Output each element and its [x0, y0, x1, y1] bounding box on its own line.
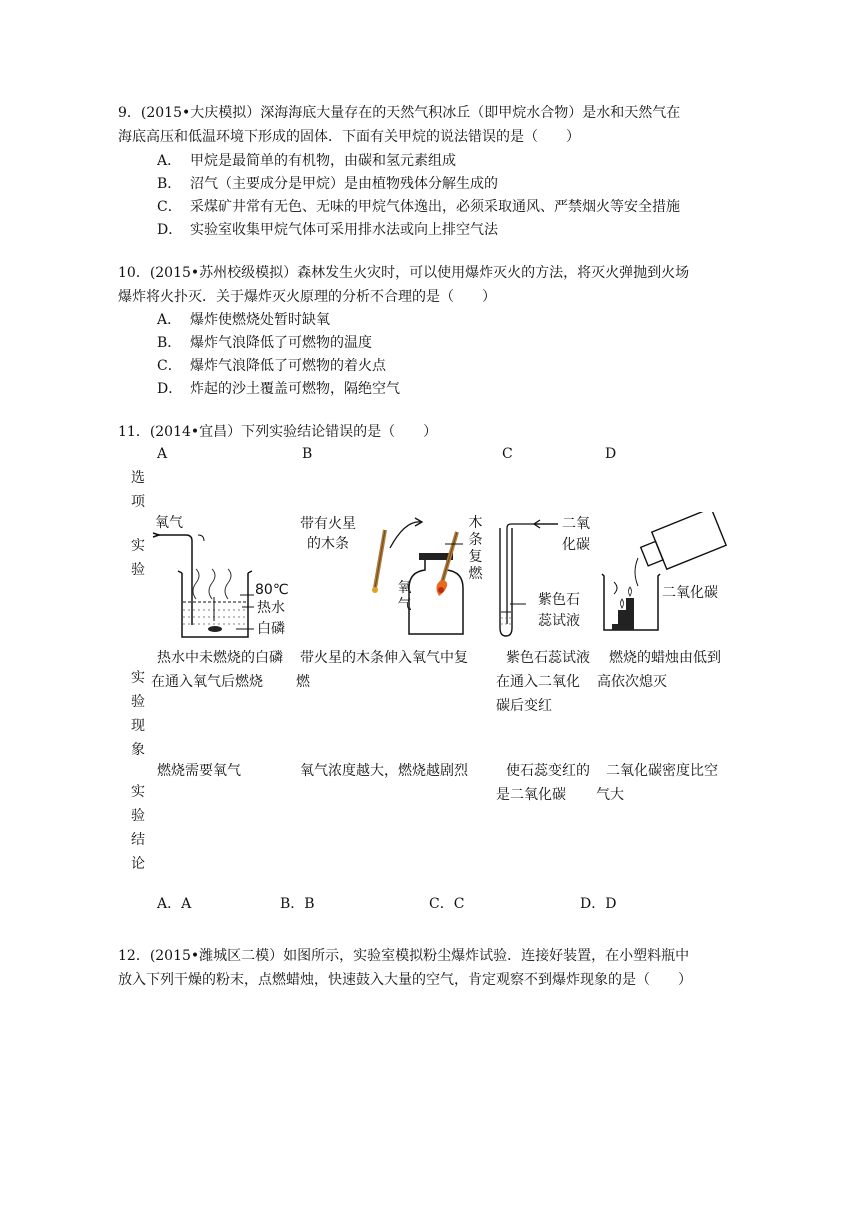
- option-text: 爆炸气浪降低了可燃物的着火点: [190, 358, 386, 374]
- q9-option-a: [157, 150, 456, 172]
- q10-option-c: [157, 355, 386, 377]
- option-text: 采煤矿井常有无色、无味的甲烷气体逸出，必须采取通风、严禁烟火等安全措施: [190, 199, 680, 215]
- q9-option-b: [157, 173, 498, 195]
- phenomenon-d: [597, 646, 721, 694]
- phenomenon-c-line3: 碳后变红: [496, 698, 552, 714]
- option-key: C．: [157, 199, 182, 215]
- q10-stem-line2: 爆炸将火扑灭．关于爆炸灭火原理的分析不合理的是（ ）: [118, 289, 496, 305]
- fig-a-hot-water-label: 热水: [257, 600, 285, 616]
- phenomenon-a-line2: 在通入氧气后燃烧: [151, 674, 263, 690]
- option-text: 沼气（主要成分是甲烷）是由植物残体分解生成的: [190, 176, 498, 192]
- q10-stem-line1: 10．(2015•苏州校级模拟）森林发生火灾时，可以使用爆炸灭火的方法，将灭火弹抛到火场: [118, 265, 690, 281]
- fig-c-litmus-label-2: 蕊试液: [538, 613, 580, 629]
- conclusion-d-line1: 二氧化碳密度比空: [606, 763, 718, 779]
- q12-stem-line2: 放入下列干燥的粉末，点燃蜡烛，快速鼓入大量的空气，肯定观察不到爆炸现象的是（ ）: [118, 972, 692, 988]
- col-header-b: B: [302, 446, 313, 462]
- conclusion-c: [496, 759, 590, 807]
- phenomenon-d-line1: 燃烧的蜡烛由低到: [609, 650, 721, 666]
- q11-answer-d: D．D: [580, 896, 617, 912]
- fig-c-co2-label-2: 化碳: [562, 537, 590, 553]
- q12-stem-line1: 12．(2015•潍城区二模）如图所示，实验室模拟粉尘爆炸试验．连接好装置，在小塑料瓶中: [118, 948, 690, 964]
- phenomenon-b: [296, 646, 468, 694]
- fig-b-splint-label-2: 的木条: [307, 536, 349, 552]
- fig-c-co2-label-1: 二氧: [562, 516, 590, 532]
- fig-b-splint-label-1: 带有火星: [300, 516, 356, 532]
- col-header-d: D: [605, 446, 617, 462]
- phenomenon-a-line1: 热水中未燃烧的白磷: [157, 650, 283, 666]
- fig-d-co2-label: 二氧化碳: [662, 585, 718, 601]
- fig-a-oxygen-label: 氧气: [155, 515, 183, 531]
- option-text: 甲烷是最简单的有机物，由碳和氢元素组成: [190, 153, 456, 169]
- option-text: 炸起的沙土覆盖可燃物，隔绝空气: [190, 381, 400, 397]
- phenomenon-c: [496, 646, 590, 718]
- row-label-experiment: 实验: [131, 538, 145, 578]
- phenomenon-c-line1: 紫色石蕊试液: [506, 650, 590, 666]
- phenomenon-c-line2: 在通入二氧化: [496, 674, 580, 690]
- q11-answer-a: A．A: [157, 896, 192, 912]
- q9-option-d: [157, 219, 498, 241]
- col-header-c: C: [502, 446, 513, 462]
- conclusion-c-line1: 使石蕊变红的: [506, 763, 590, 779]
- col-header-a: A: [157, 446, 168, 462]
- phenomenon-a: [151, 646, 283, 694]
- phenomenon-b-line1: 带火星的木条伸入氧气中复: [300, 650, 468, 666]
- option-text: 爆炸气浪降低了可燃物的温度: [190, 335, 372, 351]
- q11-answer-c: C．C: [429, 896, 465, 912]
- fig-b-oxygen-label: 氧气: [397, 580, 412, 613]
- row-label-conclusion: 实验结论: [131, 784, 145, 872]
- option-key: B．: [157, 335, 182, 351]
- conclusion-b: [300, 759, 468, 783]
- q9-stem-line1: 9．(2015•大庆模拟）深海海底大量存在的天然气积冰丘（即甲烷水合物）是水和天然气在: [118, 105, 681, 121]
- conclusion-c-line2: 是二氧化碳: [496, 787, 566, 803]
- fig-a-temp-label: 80℃: [255, 582, 289, 598]
- conclusion-a: [157, 759, 241, 783]
- figure-d-candles-co2: [596, 512, 736, 640]
- q9-option-c: [157, 196, 680, 218]
- row-label-option: 选项: [131, 470, 145, 510]
- q10-option-b: [157, 332, 372, 354]
- q11-stem: 11．(2014•宜昌）下列实验结论错误的是（ ）: [118, 424, 438, 440]
- fig-a-white-phosphorus-label: 白磷: [257, 621, 285, 637]
- phenomenon-b-line2: 燃: [296, 674, 310, 690]
- phenomenon-d-line2: 高依次熄灭: [597, 674, 667, 690]
- conclusion-d: [596, 759, 718, 807]
- option-text: 实验室收集甲烷气体可采用排水法或向上排空气法: [190, 222, 498, 238]
- option-key: B．: [157, 176, 182, 192]
- option-key: A．: [157, 312, 182, 328]
- option-text: 爆炸使燃烧处暂时缺氧: [190, 312, 330, 328]
- option-key: A．: [157, 153, 182, 169]
- q10-option-d: [157, 378, 400, 400]
- conclusion-b-line1: 氧气浓度越大，燃烧越剧烈: [300, 763, 468, 779]
- q9-stem-line2: 海底高压和低温环境下形成的固体．下面有关甲烷的说法错误的是（ ）: [118, 129, 580, 145]
- row-label-phenomenon: 实验现象: [131, 670, 145, 758]
- conclusion-d-line2: 气大: [596, 787, 624, 803]
- option-key: D．: [157, 381, 183, 397]
- fig-b-relight-label: 木条复燃: [468, 515, 483, 582]
- fig-c-litmus-label-1: 紫色石: [538, 592, 580, 608]
- q11-answer-b: B．B: [280, 896, 315, 912]
- conclusion-a-line1: 燃烧需要氧气: [157, 763, 241, 779]
- option-key: D．: [157, 222, 183, 238]
- option-key: C．: [157, 358, 182, 374]
- q10-option-a: [157, 309, 330, 331]
